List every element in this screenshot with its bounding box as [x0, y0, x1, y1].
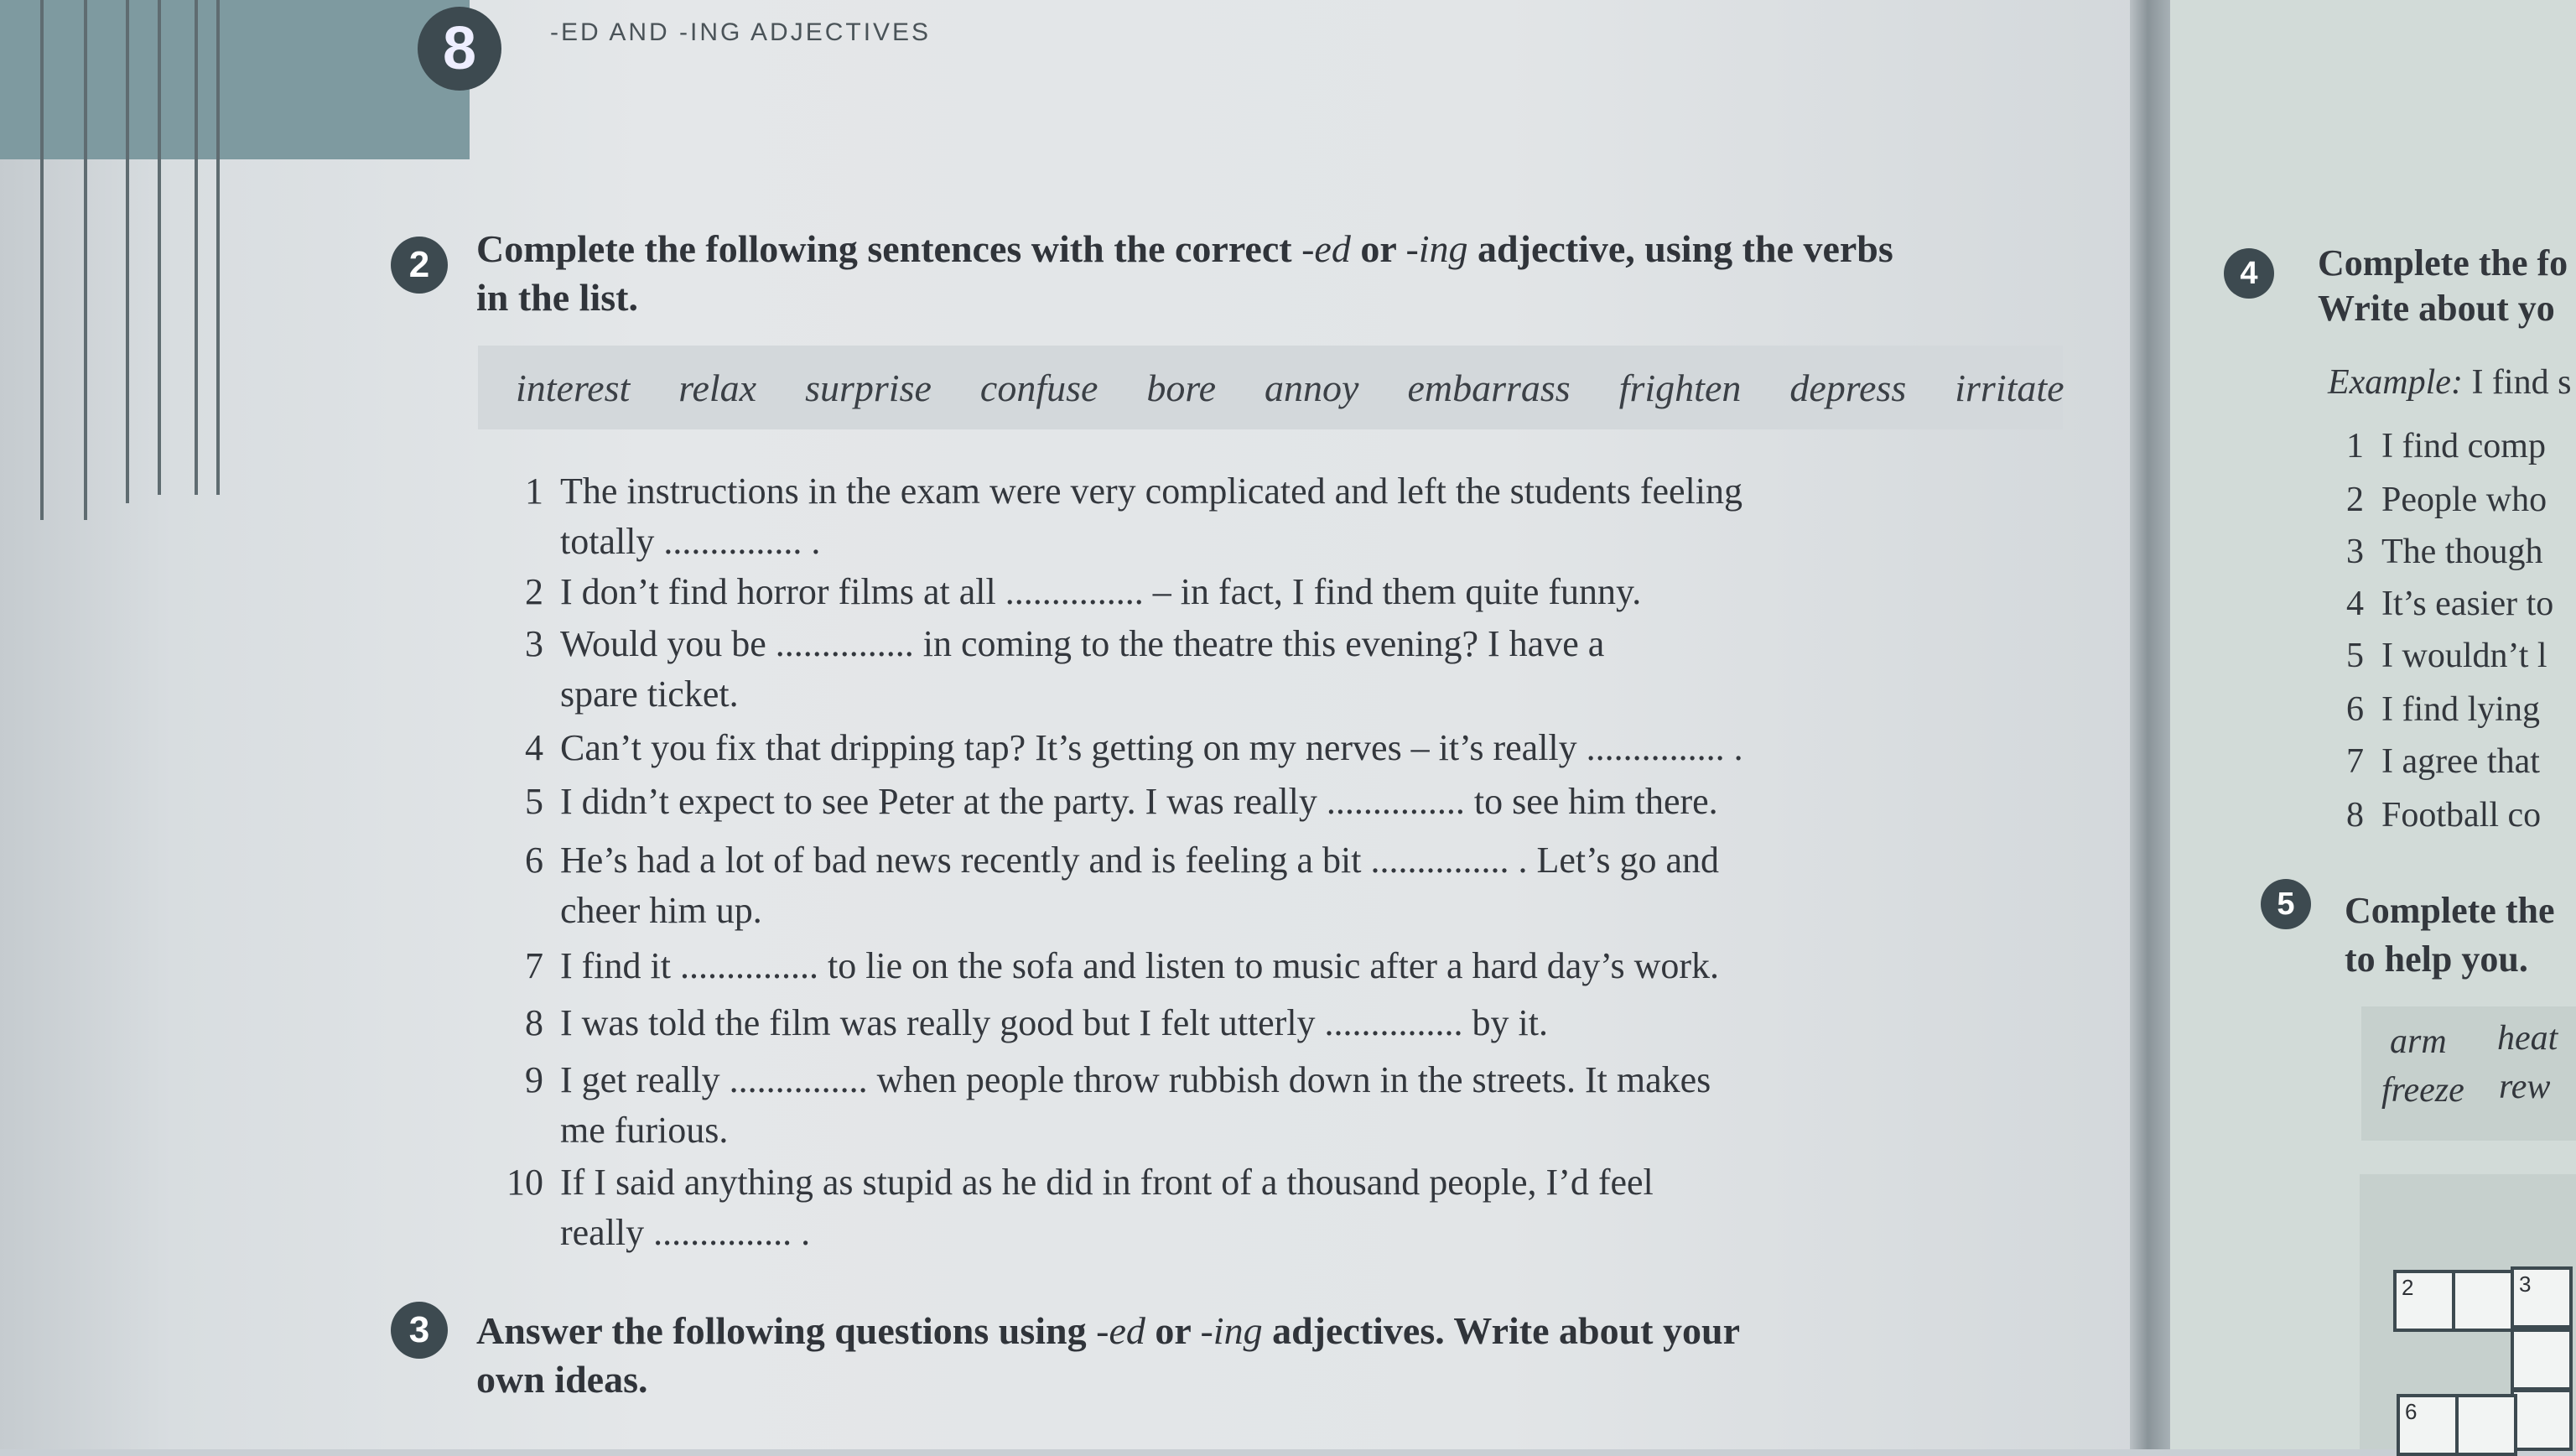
exercise-number-badge: 4	[2224, 248, 2274, 299]
sentence-item: 3 Would you be ............... in coming to the theatre this evening? I have a spare ticket.	[525, 623, 1605, 715]
list-item: 8 Football co	[2346, 796, 2542, 835]
decorative-stripe	[40, 0, 44, 520]
chapter-number-badge: 8	[418, 7, 501, 91]
right-page	[2170, 0, 2576, 1449]
list-item: 5 I wouldn’t l	[2346, 637, 2547, 675]
word-item: rew	[2499, 1068, 2551, 1106]
list-item: 2 People who	[2346, 481, 2547, 519]
word-list-box	[478, 346, 2063, 429]
sentence-item: 2 I don’t find horror films at all ............... – in fact, I find them quite funny.	[525, 571, 1642, 612]
crossword-cell: 3	[2511, 1266, 2573, 1329]
word-item: freeze	[2381, 1071, 2464, 1110]
exercise-number-badge: 5	[2261, 879, 2311, 929]
list-item: 7 I agree that	[2346, 742, 2540, 781]
example-line: Example: I find s	[2328, 363, 2572, 402]
exercise-number-badge: 3	[391, 1302, 448, 1359]
word-item: confuse	[979, 366, 1098, 409]
chapter-header-band	[0, 0, 470, 159]
sentence-item: 5 I didn’t expect to see Peter at the party. I was really ............... to see him there.	[525, 781, 1718, 822]
sentence-item: 7 I find it ............... to lie on the sofa and listen to music after a hard day’s work.	[525, 945, 1720, 986]
sentence-item: 4 Can’t you fix that dripping tap? It’s getting on my nerves – it’s really ............... .	[525, 727, 1743, 768]
decorative-stripe	[216, 0, 220, 495]
decorative-stripe	[158, 0, 161, 495]
word-item: relax	[678, 366, 757, 409]
crossword-cell: 6	[2397, 1394, 2459, 1456]
exercise-instruction: Answer the following questions using -ed or -ing adjectives. Write about your own ideas.	[476, 1309, 1740, 1401]
word-item: bore	[1146, 366, 1217, 409]
list-item: 6 I find lying	[2346, 690, 2540, 729]
exercise-instruction: to help you.	[2345, 939, 2528, 980]
word-item: frighten	[1618, 366, 1742, 409]
sentence-item: 9 I get really ............... when people throw rubbish down in the streets. It makes me furious.	[525, 1059, 1711, 1151]
word-list-box	[2361, 1006, 2576, 1141]
exercise-instruction: Complete the fo	[2318, 242, 2568, 283]
exercise-number-badge: 2	[391, 237, 448, 294]
crossword-cell	[2511, 1389, 2573, 1451]
book-spine	[2130, 0, 2170, 1449]
sentence-item: 6 He’s had a lot of bad news recently and is feeling a bit ............... . Let’s go and cheer him up.	[525, 840, 1719, 931]
word-item: annoy	[1265, 366, 1359, 409]
decorative-stripe	[84, 0, 87, 520]
crossword-cell	[2452, 1270, 2514, 1332]
chapter-title: -ED AND -ING ADJECTIVES	[550, 18, 932, 46]
sentence-item: 10 If I said anything as stupid as he did in front of a thousand people, I’d feel really ............... .	[506, 1162, 1654, 1253]
exercise-instruction: Write about yo	[2318, 288, 2555, 329]
word-item: interest	[516, 366, 631, 409]
word-item: surprise	[805, 366, 932, 409]
word-item: arm	[2390, 1022, 2447, 1061]
sentence-item: 1 The instructions in the exam were very complicated and left the students feeling totally ............... .	[525, 471, 1742, 562]
exercise-instruction: Complete the following sentences with the correct -ed or -ing adjective, using the verbs in the list.	[476, 227, 1893, 319]
sentence-item: 8 I was told the film was really good but I felt utterly ............... by it.	[525, 1002, 1549, 1043]
word-item: heat	[2497, 1019, 2558, 1058]
crossword-cell: 2	[2393, 1270, 2455, 1332]
word-item: depress	[1789, 366, 1907, 409]
list-item: 3 The though	[2346, 533, 2543, 571]
list-item: 1 I find comp	[2346, 427, 2546, 465]
word-item: embarrass	[1407, 366, 1571, 409]
decorative-stripe	[126, 0, 129, 503]
crossword-cell	[2455, 1394, 2517, 1456]
decorative-stripe	[195, 0, 198, 495]
list-item: 4 It’s easier to	[2346, 585, 2554, 623]
word-item: irritate	[1955, 366, 2064, 409]
exercise-instruction: Complete the	[2345, 890, 2555, 931]
crossword-cell	[2511, 1329, 2573, 1391]
